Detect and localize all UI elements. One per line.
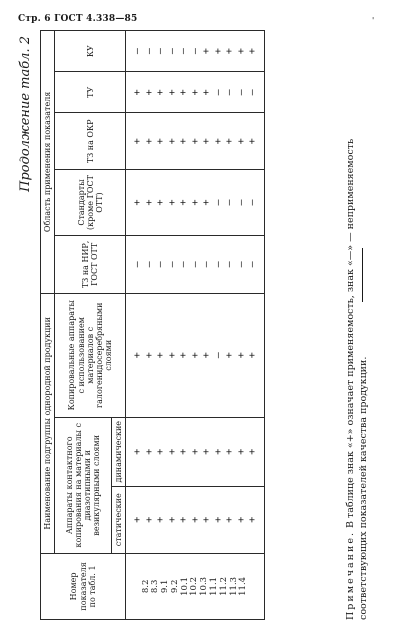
dynamic-values-cell: [126, 417, 265, 486]
tu-values: + + + + + + + — — — —: [132, 89, 259, 96]
tz-okr-header: ТЗ на ОКР: [55, 113, 126, 170]
standards-values: + + + + + + + — — — —: [132, 199, 259, 206]
footnote-rule: [362, 248, 363, 302]
static-values: + + + + + + + + + + +: [132, 516, 259, 523]
tz-nir-values: — — — — — — — — — — —: [132, 261, 259, 268]
tz-okr-values-cell: [126, 113, 265, 170]
note-label: Примечание.: [345, 531, 356, 620]
ku-header: КУ: [55, 31, 126, 72]
rotated-page-content: [14, 30, 394, 620]
tz-nir-header: ТЗ на НИР, ГОСТ ОТТ: [55, 235, 126, 293]
copying-header: Копировальные аппараты с использованием материалов с галогенидосеребряными слоями: [55, 293, 126, 417]
note-text: В таблице знак «+» означает применяемость, знак «—» — неприменяемость соответствующих показателей качества продукции.: [345, 138, 369, 620]
corner-mark: ': [372, 16, 375, 25]
dynamic-header: динамические: [112, 417, 126, 486]
applicability-table: [40, 30, 265, 620]
group-header: Наименование подгруппы однородной продукции: [41, 293, 55, 553]
static-values-cell: [126, 486, 265, 553]
standards-header: Стандарты (кроме ГОСТ ОТТ): [55, 170, 126, 236]
row-numbers: 8.2 8.3 9.1 9.2 10.1 10.2 10.3 11.1 11.2 11.3 11.4: [140, 576, 249, 596]
area-header: Область применения показателя: [41, 31, 55, 294]
ku-values-cell: [126, 31, 265, 72]
page-header: Стр. 6 ГОСТ 4.338—85: [18, 14, 138, 24]
col-number-header: Номер показателя по табл. 1: [41, 553, 126, 619]
copying-values-cell: [126, 293, 265, 417]
row-numbers-cell: [126, 553, 265, 619]
tu-header: ТУ: [55, 72, 126, 113]
copying-values: + + + + + + + — + + +: [132, 352, 259, 359]
tu-values-cell: [126, 72, 265, 113]
tz-nir-values-cell: [126, 235, 265, 293]
table-note: [344, 50, 370, 620]
standards-values-cell: [126, 170, 265, 236]
dynamic-values: + + + + + + + + + + +: [132, 448, 259, 455]
static-header: статические: [112, 486, 126, 553]
tz-okr-values: + + + + + + + + + + +: [132, 138, 259, 145]
ku-values: — — — — — — + + + + +: [132, 48, 259, 55]
table-caption: Продолжение табл. 2: [18, 36, 33, 192]
contact-header: Аппараты контактного копирования на материалы с диазотипными и везикулярными слоями: [55, 417, 112, 553]
